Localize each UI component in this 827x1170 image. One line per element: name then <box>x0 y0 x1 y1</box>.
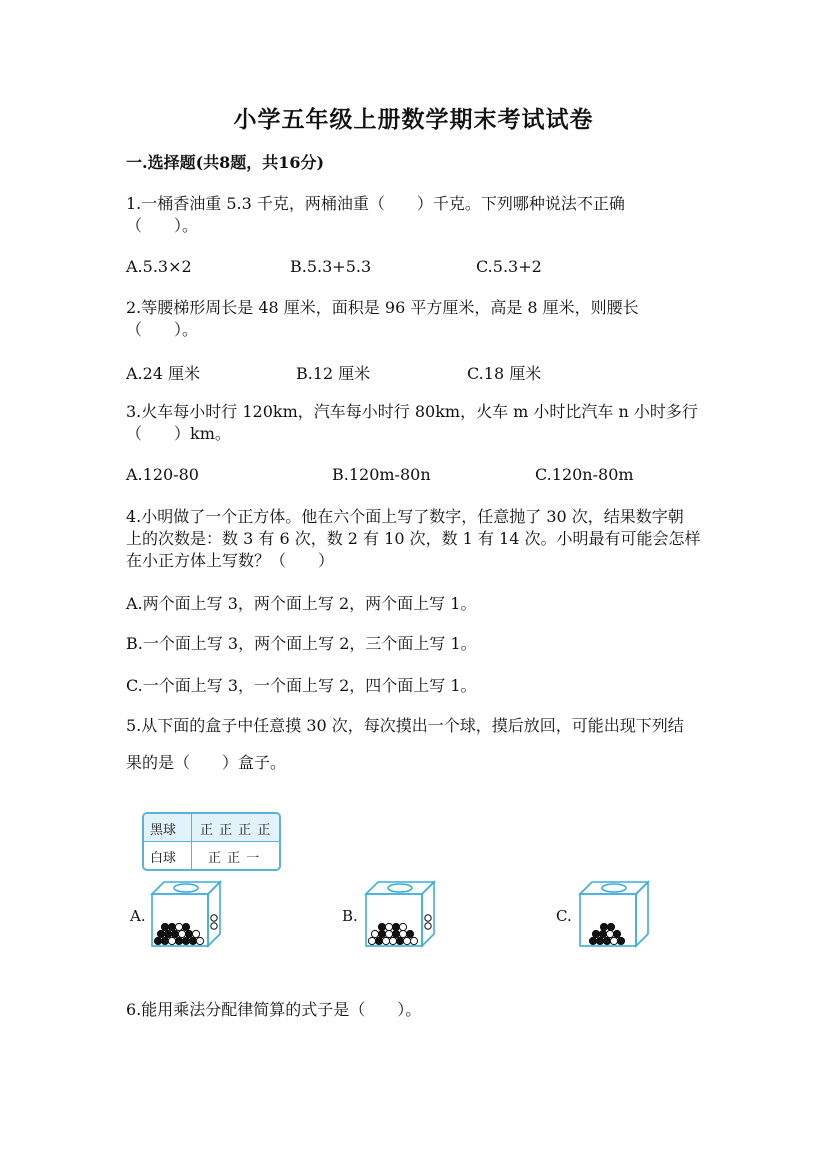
page-title: 小学五年级上册数学期末考试试卷 <box>233 106 594 133</box>
question-4-line-1: 4.小明做了一个正方体。他在六个面上写了数字，任意抛了 30 次，结果数字朝 <box>126 507 684 526</box>
question-4-option-a: A.两个面上写 3，两个面上写 2，两个面上写 1。 <box>126 594 477 613</box>
question-3-line-1: 3.火车每小时行 120km，汽车每小时行 80km，火车 m 小时比汽车 n 小时多行 <box>126 402 698 421</box>
question-1-line-1: 1.一桶香油重 5.3 千克，两桶油重（ ）千克。下列哪种说法不正确 <box>126 194 625 213</box>
question-4-option-c: C.一个面上写 3，一个面上写 2，四个面上写 1。 <box>126 676 477 695</box>
question-1-option-b: B.5.3+5.3 <box>290 257 372 276</box>
question-3-option-c: C.120n-80m <box>535 465 634 484</box>
box-c-label: C. <box>556 907 572 925</box>
question-2-option-c: C.18 厘米 <box>467 364 542 383</box>
tally-label-white: 白球 <box>150 851 177 866</box>
box-b-figure <box>362 878 440 950</box>
tally-marks-black: 正 正 正 正 <box>200 823 272 838</box>
tally-table <box>142 812 281 871</box>
question-4-line-3: 在小正方体上写数？（ ） <box>126 551 335 570</box>
question-4-option-b: B.一个面上写 3，两个面上写 2，三个面上写 1。 <box>126 634 477 653</box>
tally-marks-white: 正 正 一 <box>208 851 261 866</box>
box-a-figure <box>148 878 226 950</box>
box-b-label: B. <box>342 907 358 925</box>
question-3-option-b: B.120m-80n <box>332 465 431 484</box>
question-1-line-2: （ ）。 <box>126 216 199 235</box>
question-1-option-a: A.5.3×2 <box>126 257 192 276</box>
question-1-option-c: C.5.3+2 <box>476 257 542 276</box>
question-3-option-a: A.120-80 <box>126 465 199 484</box>
question-2-option-b: B.12 厘米 <box>296 364 371 383</box>
question-2-option-a: A.24 厘米 <box>126 364 201 383</box>
box-c-figure <box>576 878 654 950</box>
box-a-label: A. <box>130 907 146 925</box>
question-5-line-1: 5.从下面的盒子中任意摸 30 次，每次摸出一个球，摸后放回，可能出现下列结 <box>126 716 684 735</box>
question-2-line-2: （ ）。 <box>126 320 199 339</box>
question-5-line-2: 果的是（ ）盒子。 <box>126 753 287 772</box>
question-3-line-2: （ ）km。 <box>126 424 231 443</box>
tally-label-black: 黑球 <box>150 823 177 838</box>
question-2-line-1: 2.等腰梯形周长是 48 厘米，面积是 96 平方厘米，高是 8 厘米，则腰长 <box>126 298 639 317</box>
question-4-line-2: 上的次数是：数 3 有 6 次，数 2 有 10 次，数 1 有 14 次。小明最有可能会怎样 <box>126 529 701 548</box>
tally-row-white <box>144 842 279 869</box>
question-6-line-1: 6.能用乘法分配律简算的式子是（ ）。 <box>126 1000 422 1019</box>
tally-row-black <box>144 814 279 842</box>
section-heading: 一.选择题(共8题，共16分) <box>126 153 325 172</box>
